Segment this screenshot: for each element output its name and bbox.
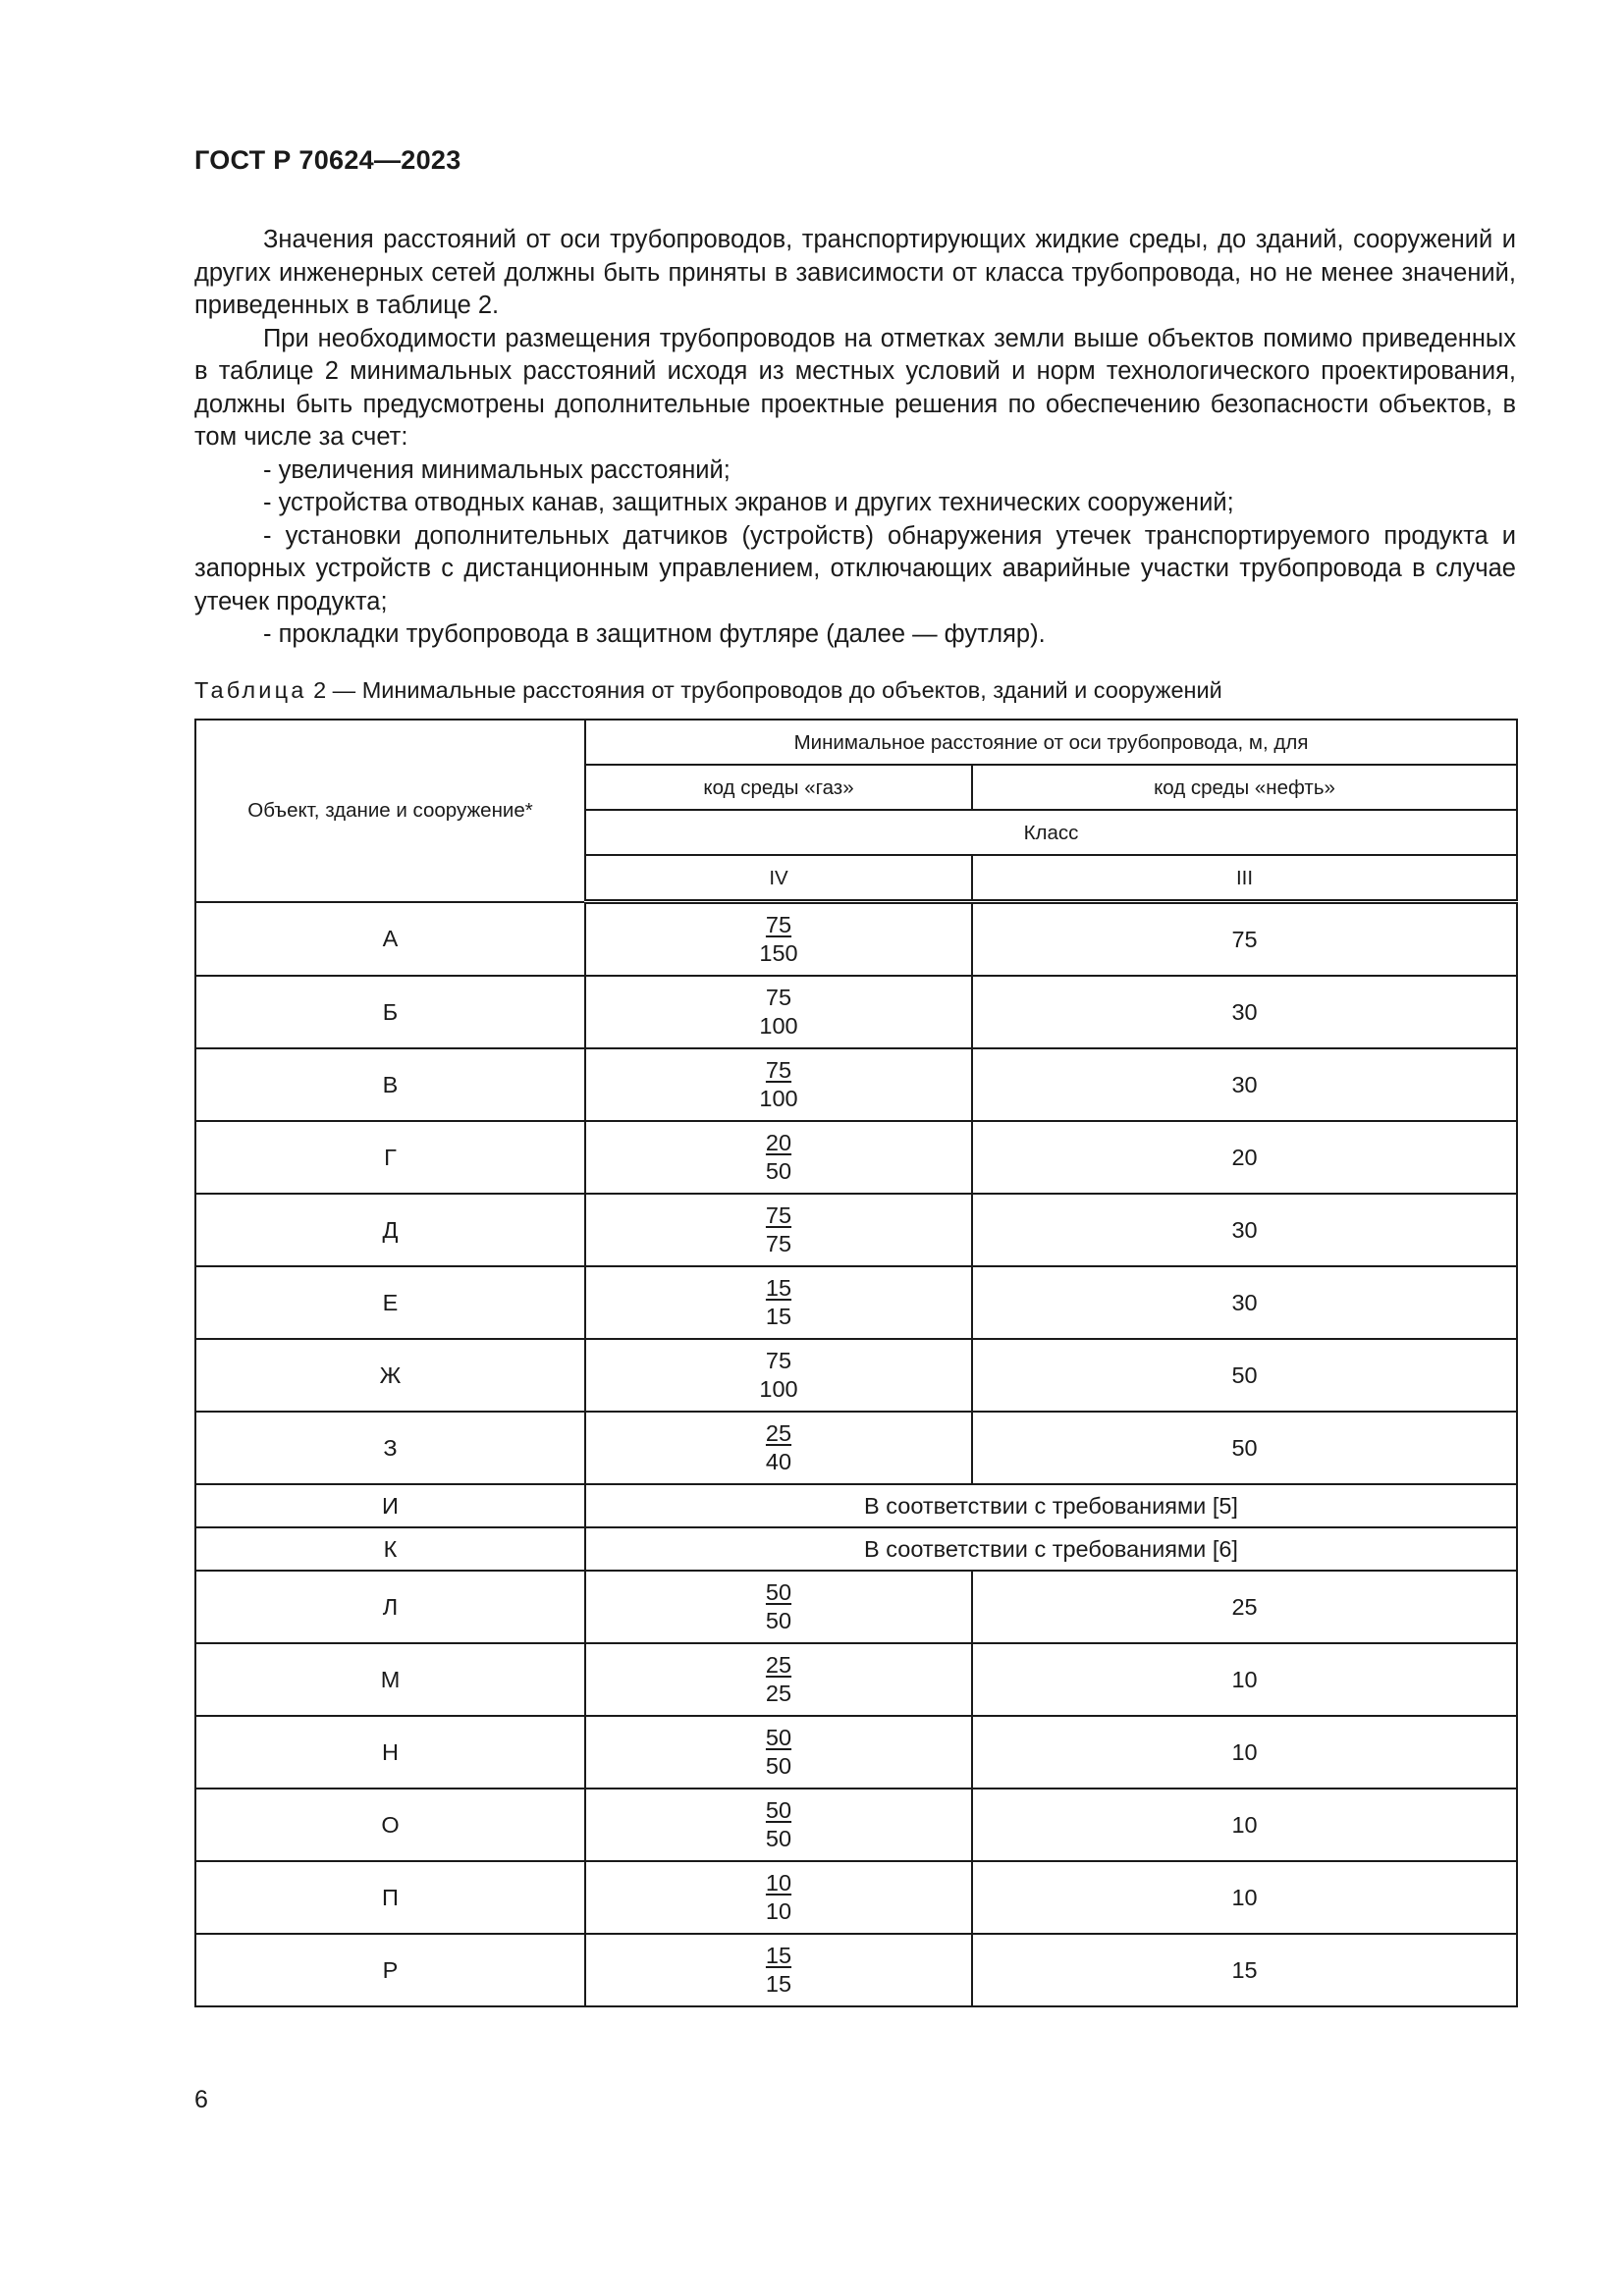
gas-distance-fraction xyxy=(766,1942,791,1999)
distance-table xyxy=(194,719,1518,2007)
list-item: - увеличения минимальных расстояний; xyxy=(263,455,731,484)
gas-distance-top: 75 xyxy=(765,1348,792,1373)
table-row xyxy=(195,1789,1517,1861)
table-row xyxy=(195,1121,1517,1194)
object-cell: Г xyxy=(195,1121,585,1194)
table-row xyxy=(195,1934,1517,2006)
table-caption xyxy=(194,675,1222,705)
object-cell: И xyxy=(195,1484,585,1527)
gas-distance-bottom: 50 xyxy=(765,1753,792,1779)
gas-distance-cell xyxy=(585,1934,972,2006)
gas-distance-fraction xyxy=(759,1347,797,1404)
oil-distance-cell: 15 xyxy=(972,1934,1517,2006)
gas-distance-fraction xyxy=(759,911,797,968)
gas-distance-bottom: 25 xyxy=(765,1681,792,1706)
gas-distance-bottom: 100 xyxy=(759,1013,798,1039)
header-gas-code: код среды «газ» xyxy=(585,765,972,810)
header-min-distance: Минимальное расстояние от оси трубопровода, м, для xyxy=(585,720,1517,765)
document-code: ГОСТ Р 70624—2023 xyxy=(194,145,461,175)
object-cell: П xyxy=(195,1861,585,1934)
gas-distance-top: 25 xyxy=(765,1420,792,1446)
oil-distance-cell: 50 xyxy=(972,1412,1517,1484)
table-row xyxy=(195,1412,1517,1484)
oil-distance-cell: 30 xyxy=(972,1048,1517,1121)
object-cell: Д xyxy=(195,1194,585,1266)
oil-distance-cell: 30 xyxy=(972,976,1517,1048)
gas-distance-bottom: 50 xyxy=(765,1158,792,1184)
object-cell: А xyxy=(195,902,585,977)
list-item: - устройства отводных канав, защитных экранов и других технических сооружений; xyxy=(263,489,1234,516)
object-cell: К xyxy=(195,1527,585,1571)
gas-distance-cell xyxy=(585,1194,972,1266)
object-cell: Л xyxy=(195,1571,585,1643)
oil-distance-cell: 10 xyxy=(972,1861,1517,1934)
gas-distance-bottom: 100 xyxy=(759,1086,798,1111)
oil-distance-cell: 10 xyxy=(972,1643,1517,1716)
object-cell: Н xyxy=(195,1716,585,1789)
table-row xyxy=(195,1266,1517,1339)
gas-distance-bottom: 15 xyxy=(765,1304,792,1329)
gas-distance-cell xyxy=(585,1716,972,1789)
object-cell: О xyxy=(195,1789,585,1861)
gas-distance-fraction xyxy=(766,1651,791,1708)
gas-distance-cell xyxy=(585,902,972,977)
gas-distance-bottom: 50 xyxy=(765,1608,792,1633)
header-oil-code: код среды «нефть» xyxy=(972,765,1517,810)
table-row xyxy=(195,1048,1517,1121)
oil-distance-cell: 30 xyxy=(972,1194,1517,1266)
gas-distance-fraction xyxy=(766,1724,791,1781)
gas-distance-top: 75 xyxy=(765,912,792,937)
gas-distance-fraction xyxy=(766,1129,791,1186)
table-row xyxy=(195,1643,1517,1716)
gas-distance-fraction xyxy=(766,1578,791,1635)
list-item: - установки дополнительных датчиков (устройств) обнаружения утечек транспортируемого продукта и запорных устройств с дистанционным управлением, отключающих аварийные участки трубопровода в случае утечек продукта; xyxy=(194,521,1516,615)
gas-distance-bottom: 15 xyxy=(765,1971,792,1997)
table-row xyxy=(195,1716,1517,1789)
gas-distance-top: 50 xyxy=(765,1725,792,1750)
page-number: 6 xyxy=(194,2086,208,2113)
gas-distance-bottom: 40 xyxy=(765,1449,792,1474)
body-text xyxy=(194,224,1516,652)
gas-distance-fraction xyxy=(759,984,797,1041)
gas-distance-top: 75 xyxy=(765,1057,792,1083)
gas-distance-bottom: 100 xyxy=(759,1376,798,1402)
oil-distance-cell: 10 xyxy=(972,1789,1517,1861)
gas-distance-cell xyxy=(585,1571,972,1643)
header-class: Класс xyxy=(585,810,1517,855)
gas-distance-fraction xyxy=(766,1796,791,1853)
gas-distance-fraction xyxy=(766,1274,791,1331)
object-cell: З xyxy=(195,1412,585,1484)
table-row xyxy=(195,1339,1517,1412)
gas-distance-top: 50 xyxy=(765,1579,792,1605)
gas-distance-top: 75 xyxy=(765,985,792,1010)
gas-distance-bottom: 50 xyxy=(765,1826,792,1851)
gas-distance-bottom: 150 xyxy=(759,940,798,966)
object-cell: В xyxy=(195,1048,585,1121)
gas-distance-cell xyxy=(585,976,972,1048)
oil-distance-cell: 75 xyxy=(972,902,1517,977)
oil-distance-cell: 20 xyxy=(972,1121,1517,1194)
table-row xyxy=(195,1194,1517,1266)
table-row xyxy=(195,976,1517,1048)
object-cell: Е xyxy=(195,1266,585,1339)
gas-distance-cell xyxy=(585,1266,972,1339)
paragraph-elevation: При необходимости размещения трубопроводов на отметках земли выше объектов помимо приведенных в таблице 2 минимальных расстояний исходя из местных условий и норм технологического проектирования, должны быть предусмотрены дополнительные проектные решения по обеспечению безопасности объектов, в том числе за счет: xyxy=(194,324,1516,451)
oil-distance-cell: 25 xyxy=(972,1571,1517,1643)
gas-distance-bottom: 10 xyxy=(765,1898,792,1924)
requirements-cell: В соответствии с требованиями [6] xyxy=(585,1527,1517,1571)
object-cell: М xyxy=(195,1643,585,1716)
requirements-cell: В соответствии с требованиями [5] xyxy=(585,1484,1517,1527)
header-oil-class: III xyxy=(972,855,1517,902)
gas-distance-top: 15 xyxy=(765,1943,792,1968)
gas-distance-cell xyxy=(585,1789,972,1861)
oil-distance-cell: 30 xyxy=(972,1266,1517,1339)
object-cell: Б xyxy=(195,976,585,1048)
header-object-column: Объект, здание и сооружение* xyxy=(195,720,585,902)
gas-distance-fraction xyxy=(759,1056,797,1113)
gas-distance-bottom: 75 xyxy=(765,1231,792,1256)
table-caption-text: 2 — Минимальные расстояния от трубопроводов до объектов, зданий и сооружений xyxy=(306,677,1222,703)
table-row xyxy=(195,1861,1517,1934)
paragraph-distances: Значения расстояний от оси трубопроводов, транспортирующих жидкие среды, до зданий, сооружений и других инженерных сетей должны быть приняты в зависимости от класса трубопровода, но не менее значений, приведенных в таблице 2. xyxy=(194,226,1516,319)
gas-distance-top: 20 xyxy=(765,1130,792,1155)
gas-distance-top: 15 xyxy=(765,1275,792,1301)
table-row xyxy=(195,1527,1517,1571)
gas-distance-top: 25 xyxy=(765,1652,792,1678)
gas-distance-cell xyxy=(585,1643,972,1716)
oil-distance-cell: 10 xyxy=(972,1716,1517,1789)
object-cell: Ж xyxy=(195,1339,585,1412)
header-gas-class: IV xyxy=(585,855,972,902)
list-item: - прокладки трубопровода в защитном футляре (далее — футляр). xyxy=(263,620,1046,648)
gas-distance-cell xyxy=(585,1048,972,1121)
gas-distance-cell xyxy=(585,1339,972,1412)
gas-distance-cell xyxy=(585,1121,972,1194)
gas-distance-fraction xyxy=(766,1869,791,1926)
gas-distance-top: 50 xyxy=(765,1797,792,1823)
gas-distance-top: 10 xyxy=(765,1870,792,1896)
table-row xyxy=(195,1484,1517,1527)
object-cell: Р xyxy=(195,1934,585,2006)
gas-distance-fraction xyxy=(766,1201,791,1258)
gas-distance-cell xyxy=(585,1861,972,1934)
gas-distance-fraction xyxy=(766,1419,791,1476)
oil-distance-cell: 50 xyxy=(972,1339,1517,1412)
gas-distance-top: 75 xyxy=(765,1202,792,1228)
table-row xyxy=(195,902,1517,977)
table-row xyxy=(195,1571,1517,1643)
gas-distance-cell xyxy=(585,1412,972,1484)
table-caption-word: Таблица xyxy=(194,677,307,703)
